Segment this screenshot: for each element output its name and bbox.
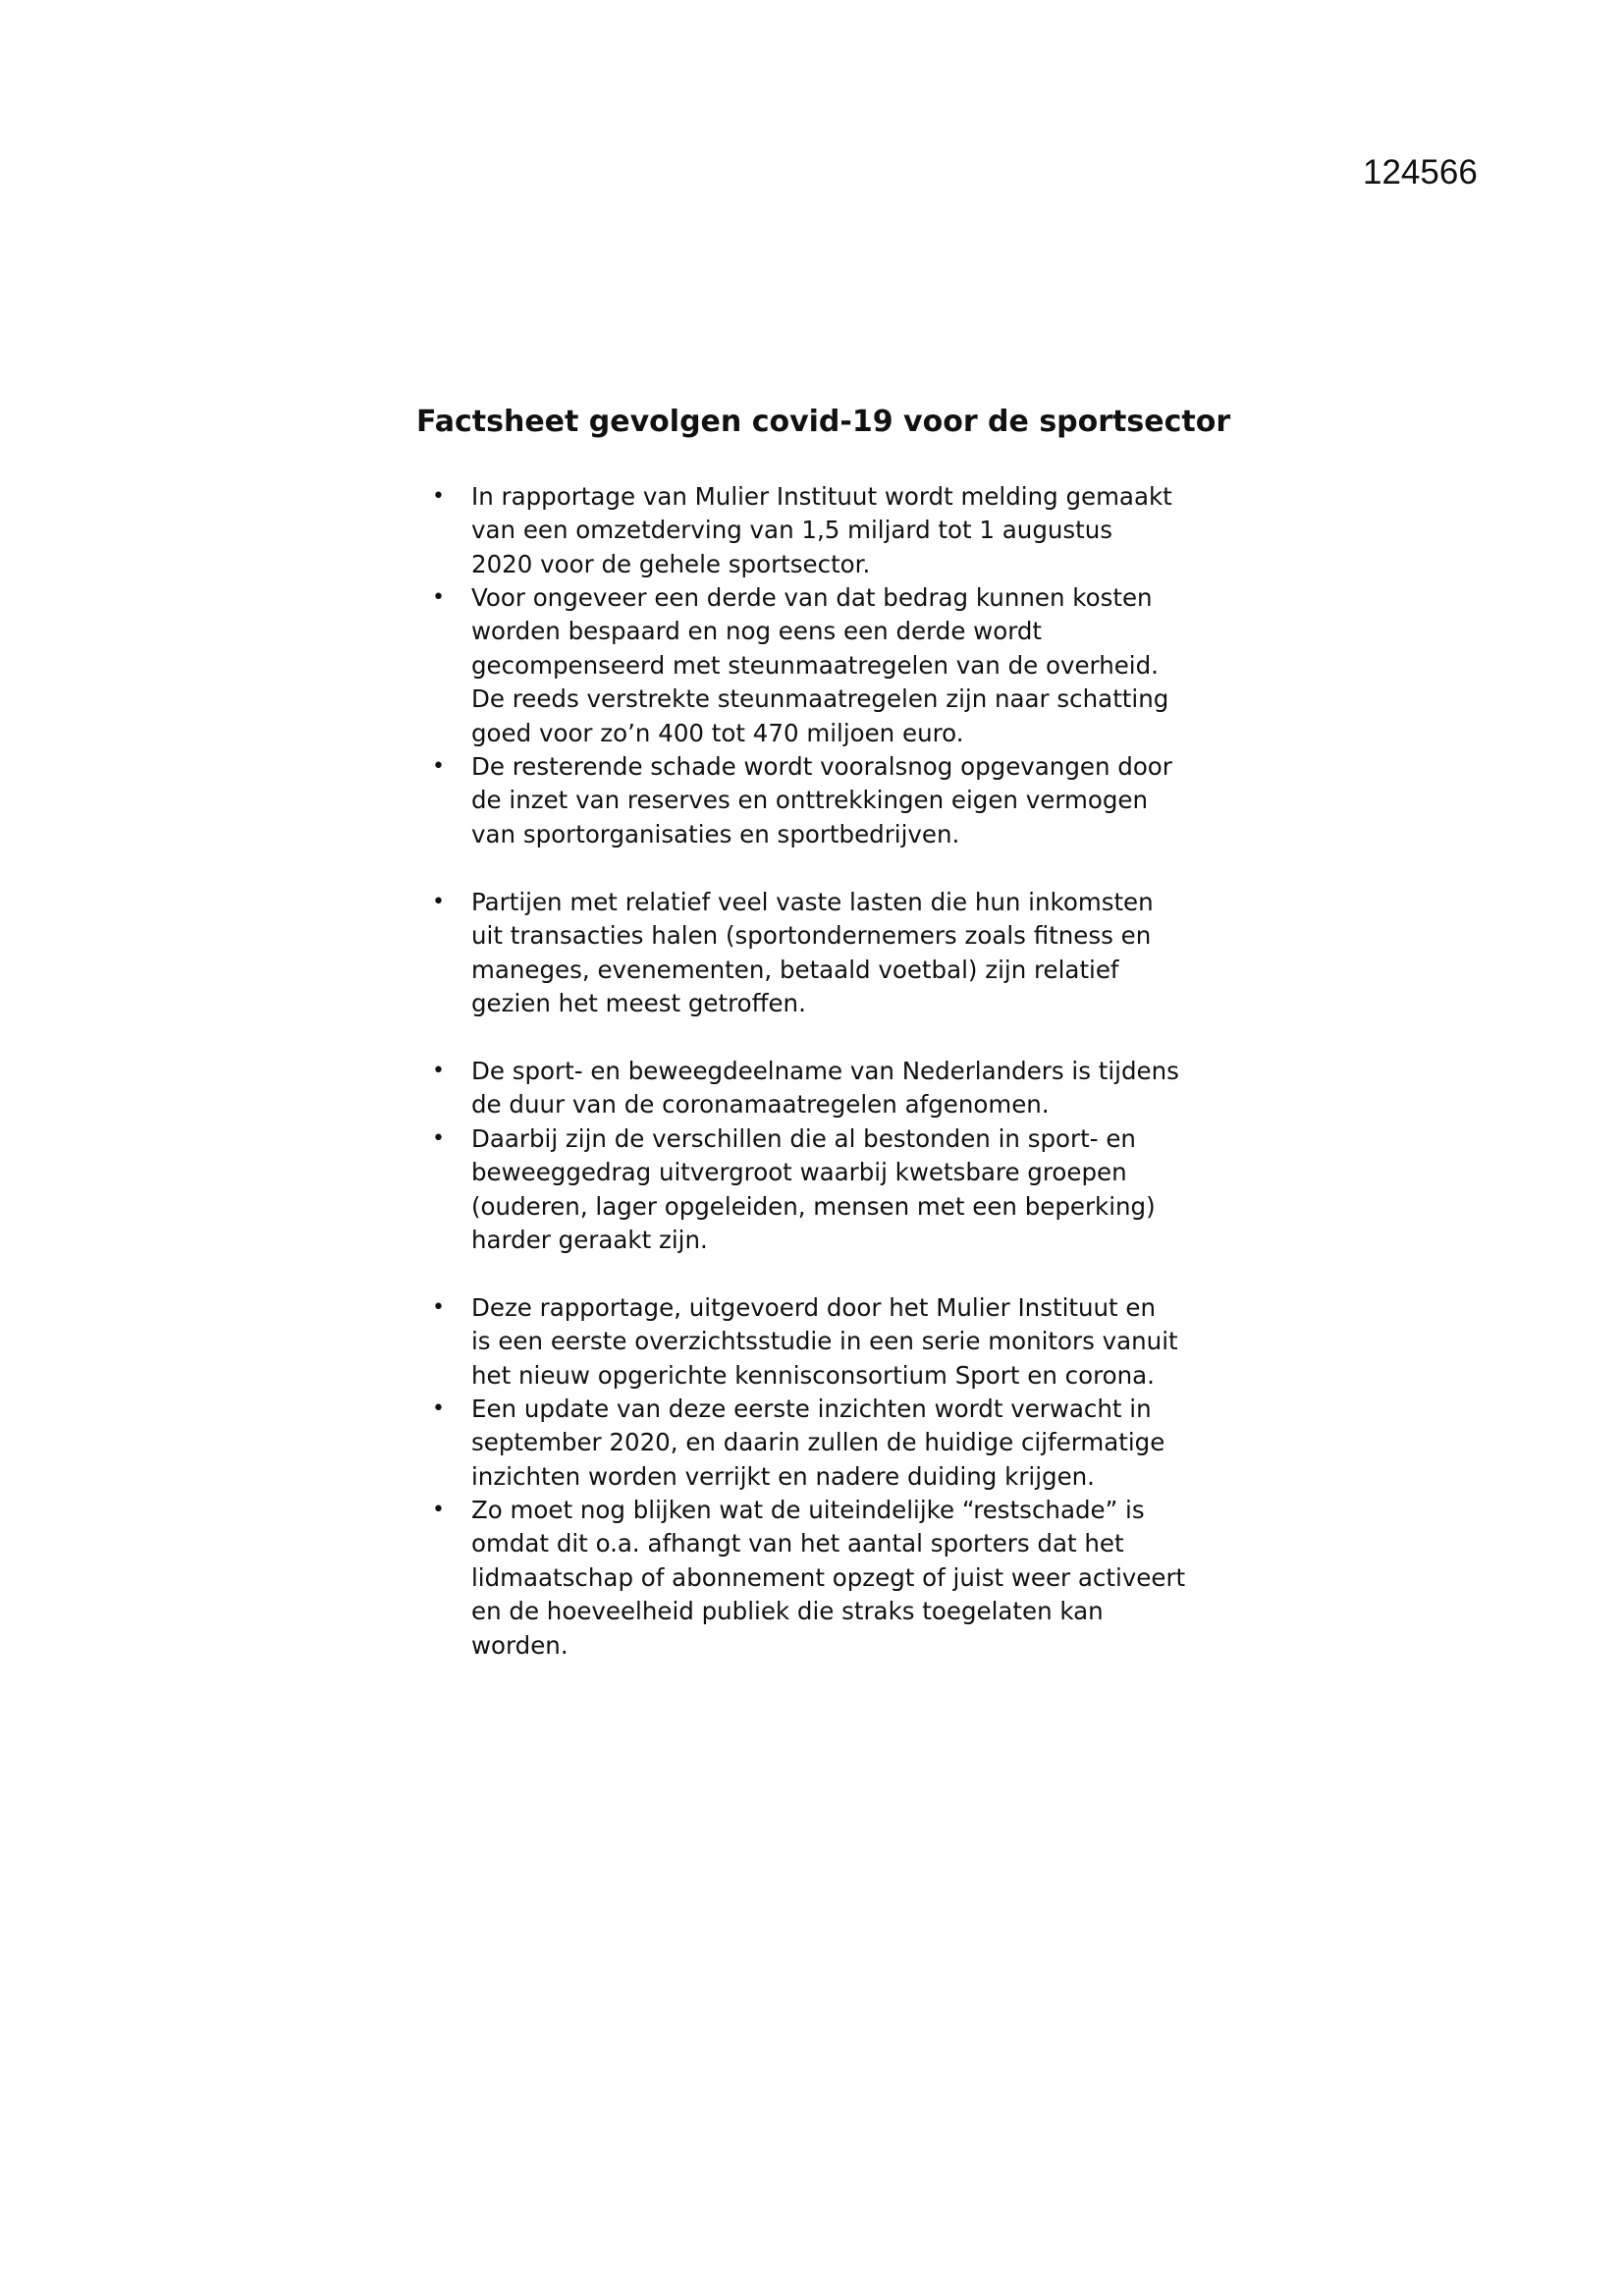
- bullet-text: De resterende schade wordt vooralsnog opgevangen door de inzet van reserves en onttrekkingen eigen vermogen van sportorganisaties en sportbedrijven.: [471, 752, 1172, 848]
- bullet-text: Deze rapportage, uitgevoerd door het Mulier Instituut en is een eerste overzichtsstudie in een serie monitors vanuit het nieuw opgerichte kennisconsortium Sport en corona.: [471, 1293, 1178, 1390]
- list-item: [432, 886, 1247, 1021]
- bullet-icon: •: [432, 1295, 445, 1320]
- bullet-icon: •: [432, 1126, 445, 1151]
- document-number: 124566: [1363, 153, 1478, 191]
- bullet-text: Voor ongeveer een derde van dat bedrag kunnen kosten worden bespaard en nog eens een derde wordt gecompenseerd met steunmaatregelen van de overheid. De reeds verstrekte steunmaatregelen zijn naar schatting goed voor zo’n 400 tot 470 miljoen euro.: [471, 583, 1169, 747]
- bullet-icon: •: [432, 890, 445, 914]
- list-item: [432, 581, 1247, 750]
- list-item: [432, 1055, 1247, 1122]
- bullet-icon: •: [432, 754, 445, 779]
- page-title: Factsheet gevolgen covid-19 voor de sportsector: [416, 405, 1231, 439]
- bullet-text: Daarbij zijn de verschillen die al bestonden in sport- en beweeggedrag uitvergroot waarbij kwetsbare groepen (ouderen, lager opgeleiden, mensen met een beperking) harder geraakt zijn.: [471, 1124, 1156, 1255]
- bullet-icon: •: [432, 1059, 445, 1083]
- bullet-text: Een update van deze eerste inzichten wordt verwacht in september 2020, en daarin zullen de huidige cijfermatige inzichten worden verrijkt en nadere duiding krijgen.: [471, 1394, 1165, 1491]
- bullet-icon: •: [432, 585, 445, 610]
- bullet-icon: •: [432, 484, 445, 509]
- bullet-text: In rapportage van Mulier Instituut wordt melding gemaakt van een omzetderving van 1,5 miljard tot 1 augustus 2020 voor de gehele sportsector.: [471, 482, 1172, 578]
- bullet-icon: •: [432, 1498, 445, 1522]
- bullet-text: Partijen met relatief veel vaste lasten die hun inkomsten uit transacties halen (sportondernemers zoals fitness en maneges, evenementen, betaald voetbal) zijn relatief gezien het meest getroffen.: [471, 888, 1154, 1018]
- list-item: [432, 480, 1247, 581]
- list-item: [432, 1494, 1247, 1663]
- list-item: [432, 1393, 1247, 1494]
- bullet-text: Zo moet nog blijken wat de uiteindelijke “restschade” is omdat dit o.a. afhangt van het aantal sporters dat het lidmaatschap of abonnement opzegt of juist weer activeert en de hoeveelheid publiek die straks toegelaten kan worden.: [471, 1496, 1186, 1660]
- bullet-text: De sport- en beweegdeelname van Nederlanders is tijdens de duur van de coronamaatregelen afgenomen.: [471, 1057, 1179, 1120]
- bullet-icon: •: [432, 1396, 445, 1421]
- list-item: [432, 750, 1247, 851]
- list-item: [432, 1291, 1247, 1393]
- list-item: [432, 1122, 1247, 1258]
